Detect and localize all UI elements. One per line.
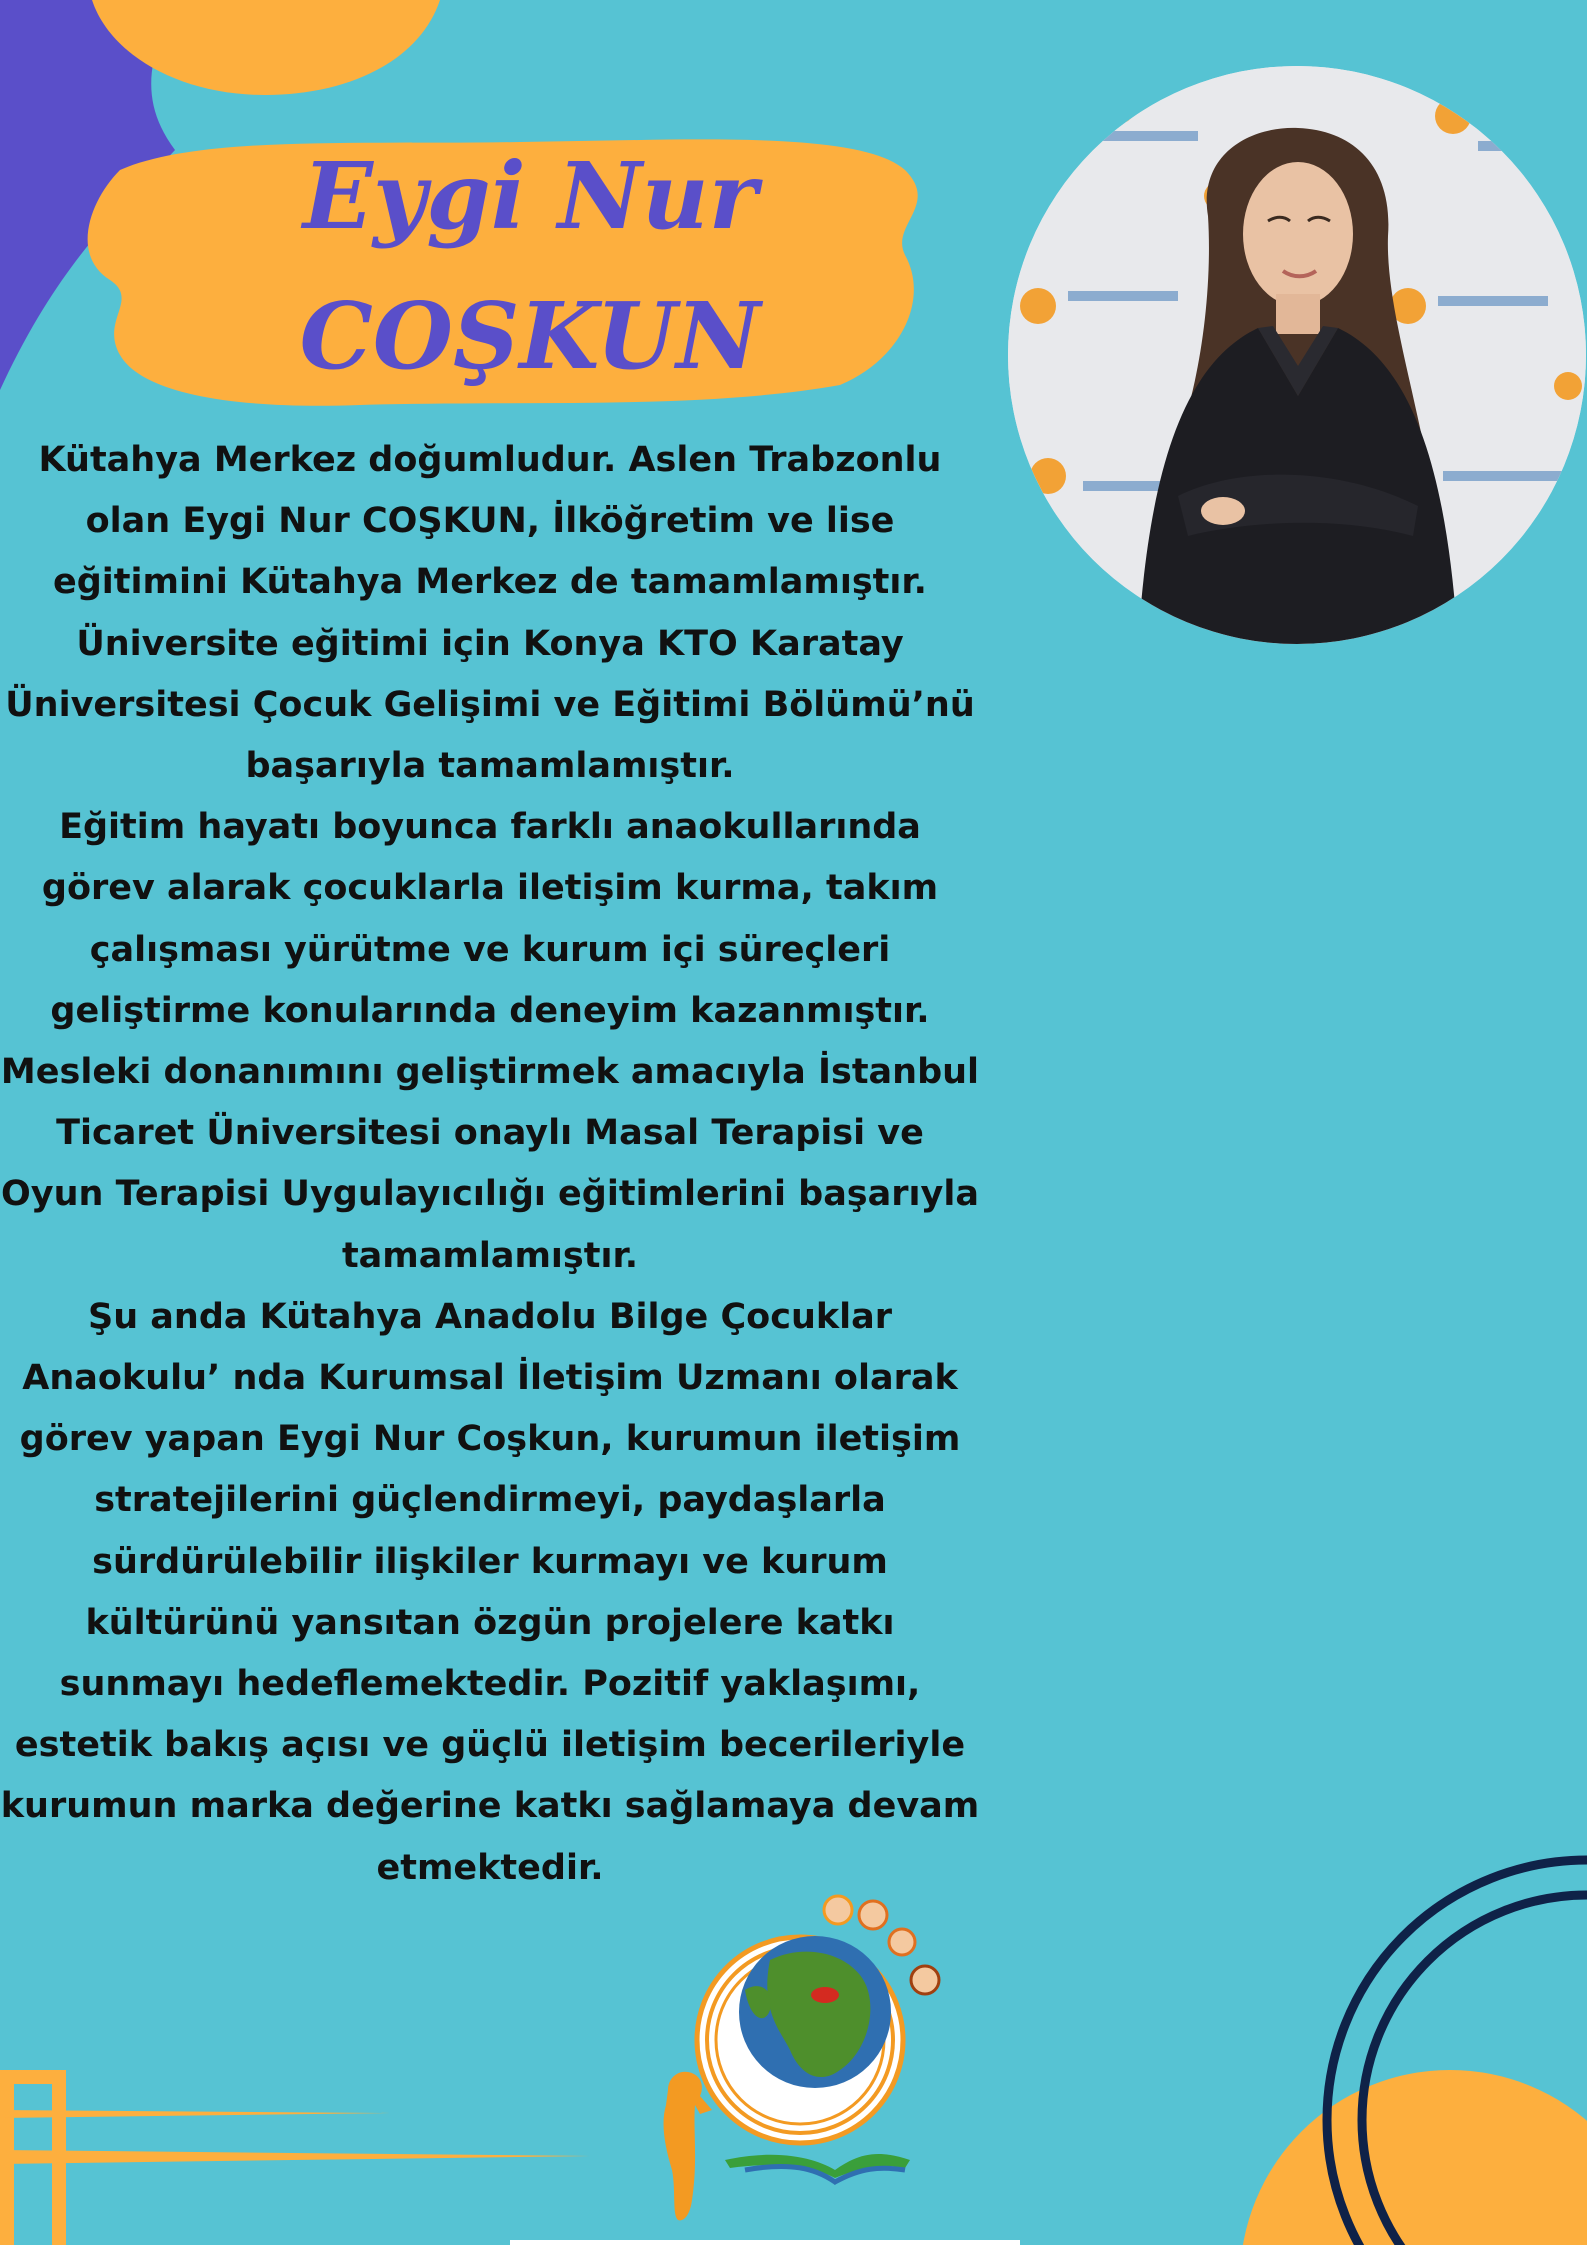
biography bbox=[0, 430, 980, 1899]
school-logo bbox=[664, 1896, 939, 2220]
bottom-line bbox=[510, 2240, 1020, 2245]
orange-circle-bottom-right bbox=[1240, 2070, 1587, 2245]
bio-paragraph-1: Kütahya Merkez doğumludur. Aslen Trabzonlu olan Eygi Nur COŞKUN, İlköğretim ve lise eğitimini Kütahya Merkez de tamamlamıştır. Üniversite eğitimi için Konya KTO Karatay Üniversitesi Çocuk Gelişimi ve Eğitimi Bölümü’nü başarıyla tamamlamıştır. bbox=[5, 440, 975, 787]
profile-photo bbox=[1008, 66, 1586, 644]
face bbox=[1243, 162, 1353, 306]
logo-child-4 bbox=[911, 1966, 939, 1994]
logo-child-2 bbox=[859, 1901, 887, 1929]
first-name: Eygi Nur bbox=[302, 142, 758, 250]
orange-beam-1 bbox=[0, 2110, 390, 2118]
logo-child-3 bbox=[889, 1929, 915, 1955]
logo-child-1 bbox=[824, 1896, 852, 1924]
bio-paragraph-3: Şu anda Kütahya Anadolu Bilge Çocuklar Anaokulu’ nda Kurumsal İletişim Uzmanı olarak görev yapan Eygi Nur Coşkun, kurumun iletişim stratejilerini güçlendirmeyi, paydaşlarla sürdürülebilir ilişkiler kurmayı ve kurum kültürünü yansıtan özgün projelere katkı sunmayı hedeflemektedir. Pozitif yaklaşımı, estetik bakış açısı ve güçlü iletişim becerileriyle kurumun marka değerine katkı sağlamaya devam etmektedir. bbox=[0, 1296, 980, 1888]
logo-flag bbox=[811, 1987, 839, 2003]
logo-child-silhouette bbox=[664, 2072, 712, 2221]
bio-paragraph-2: Eğitim hayatı boyunca farklı anaokullarında görev alarak çocuklarla iletişim kurma, takım çalışması yürütme ve kurum içi süreçleri geliştirme konularında deneyim kazanmıştır. Mesleki donanımını geliştirmek amacıyla İstanbul Ticaret Üniversitesi onaylı Masal Terapisi ve Oyun Terapisi Uygulayıcılığı eğitimlerini başarıyla tamamlamıştır. bbox=[0, 807, 980, 1276]
orange-beam-2 bbox=[0, 2150, 590, 2164]
photo-illustration bbox=[1008, 66, 1586, 644]
orange-bar-top bbox=[0, 2070, 66, 2084]
last-name: COŞKUN bbox=[299, 282, 761, 390]
